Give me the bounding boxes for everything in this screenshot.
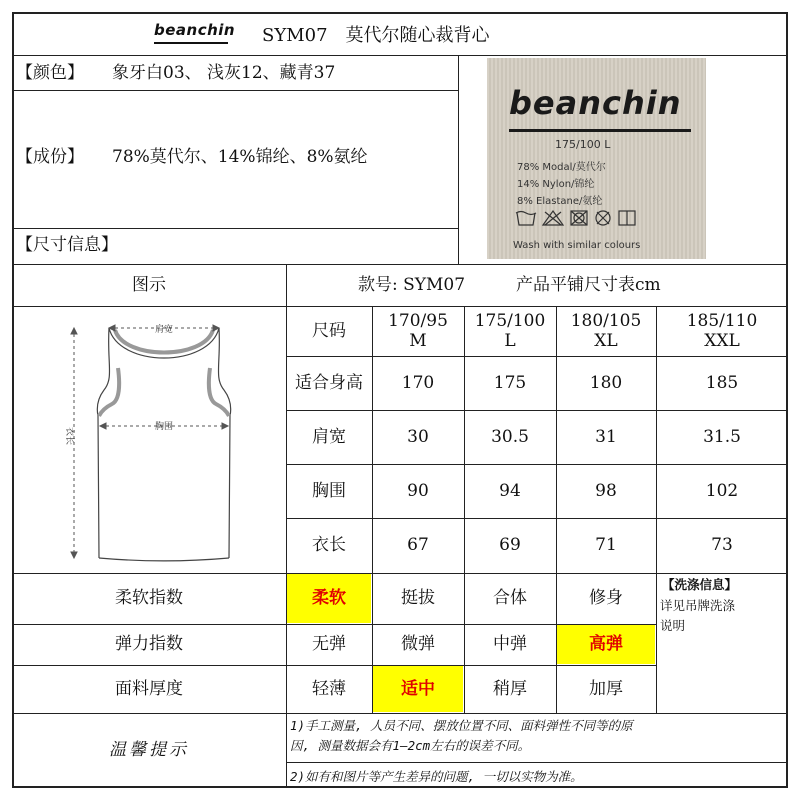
row-label-length: 衣长 (312, 535, 346, 556)
size-header-top: 180/105 (570, 310, 642, 331)
label-line-2: 14% Nylon/锦纶 (517, 179, 595, 190)
table-cell: 67 (407, 535, 429, 556)
table-cell: 69 (499, 535, 521, 556)
size-col-label: 尺码 (312, 320, 346, 341)
composition-label: 【成份】 (16, 147, 84, 167)
index-option: 稍厚 (493, 678, 527, 699)
size-header-bottom: M (409, 331, 427, 351)
rule (12, 55, 788, 56)
notice-1-line-1: 1)手工测量, 人员不同、摆放位置不同、面料弹性不同等的原 (290, 718, 633, 733)
table-cell: 175 (493, 372, 527, 393)
index-option-selected: 高弹 (557, 625, 655, 664)
index-option: 轻薄 (312, 678, 346, 699)
index-label-thickness: 面料厚度 (115, 678, 183, 699)
index-option: 无弹 (312, 634, 346, 655)
label-size: 175/100 L (555, 138, 611, 151)
table-cell: 73 (711, 535, 733, 556)
notice-1-line-2: 因, 测量数据会有1—2cm左右的误差不同。 (290, 738, 531, 753)
index-label-softness: 柔软指数 (115, 588, 183, 609)
index-option: 中弹 (493, 634, 527, 655)
diagram-shoulder-label: 肩宽 (154, 325, 174, 335)
row-label-chest: 胸围 (312, 480, 346, 501)
index-option: 修身 (589, 588, 623, 609)
color-value: 象牙白03、 浅灰12、藏青37 (112, 63, 336, 83)
rule (286, 762, 788, 763)
composition-value: 78%莫代尔、14%锦纶、8%氨纶 (112, 147, 368, 167)
size-header-xxl (656, 306, 788, 356)
size-header-top: 185/110 (686, 310, 758, 331)
table-cell: 31 (595, 426, 617, 447)
size-header-bottom: XL (594, 331, 618, 351)
garment-label-photo (487, 58, 706, 259)
index-label-elasticity: 弹力指数 (115, 634, 183, 655)
index-option: 加厚 (589, 678, 623, 699)
size-header-top: 175/100 (474, 310, 546, 331)
notice-2: 2)如有和图片等产生差异的问题, 一切以实物为准。 (290, 769, 583, 784)
table-cell: 102 (705, 480, 739, 501)
row-label-shoulder: 肩宽 (312, 426, 346, 447)
table-cell: 185 (705, 372, 739, 393)
size-header-l (464, 306, 556, 356)
index-option: 微弹 (401, 634, 435, 655)
size-header-m (372, 306, 464, 356)
rule (458, 55, 459, 264)
label-underline (509, 129, 691, 132)
table-cell: 180 (589, 372, 623, 393)
size-header-bottom: L (504, 331, 516, 351)
table-cell: 170 (401, 372, 435, 393)
logo-underline (154, 42, 228, 44)
notice-label: 温馨提示 (109, 740, 189, 761)
label-line-1: 78% Modal/莫代尔 (517, 162, 606, 173)
table-cell: 30 (407, 426, 429, 447)
diagram-length-label: 衣长 (64, 426, 74, 446)
tank-top-diagram (14, 308, 284, 570)
diagram-header: 图示 (132, 274, 166, 295)
size-info-label: 【尺寸信息】 (16, 235, 118, 255)
table-cell: 71 (595, 535, 617, 556)
color-label: 【颜色】 (16, 63, 84, 83)
wash-info-line-1: 详见吊牌洗涤 (660, 598, 736, 613)
table-cell: 94 (499, 480, 521, 501)
label-brand: beanchin (509, 84, 682, 122)
row-label-height: 适合身高 (295, 372, 363, 393)
brand-logo-text: beanchin (154, 21, 236, 39)
wash-info-line-2: 说明 (660, 618, 686, 633)
size-table-title: 款号: SYM07 产品平铺尺寸表cm (358, 274, 661, 295)
wash-info-title: 【洗涤信息】 (662, 577, 738, 592)
index-option: 挺拔 (401, 588, 435, 609)
label-wash: Wash with similar colours (513, 240, 641, 251)
diagram-chest-label: 胸围 (154, 422, 174, 432)
table-cell: 31.5 (703, 426, 741, 447)
size-header-xl (556, 306, 656, 356)
rule (12, 90, 458, 91)
care-symbols-icon (515, 208, 645, 228)
label-line-3: 8% Elastane/氨纶 (517, 196, 603, 207)
index-option-selected: 柔软 (287, 574, 371, 623)
rule (12, 228, 458, 229)
size-header-bottom: XXL (704, 331, 740, 351)
index-option-selected: 适中 (373, 666, 463, 712)
brand-logo (150, 14, 234, 52)
index-option: 合体 (493, 588, 527, 609)
table-cell: 98 (595, 480, 617, 501)
product-title: SYM07 莫代尔随心裁背心 (262, 25, 490, 46)
size-header-top: 170/95 (388, 310, 448, 331)
table-cell: 90 (407, 480, 429, 501)
table-cell: 30.5 (491, 426, 529, 447)
